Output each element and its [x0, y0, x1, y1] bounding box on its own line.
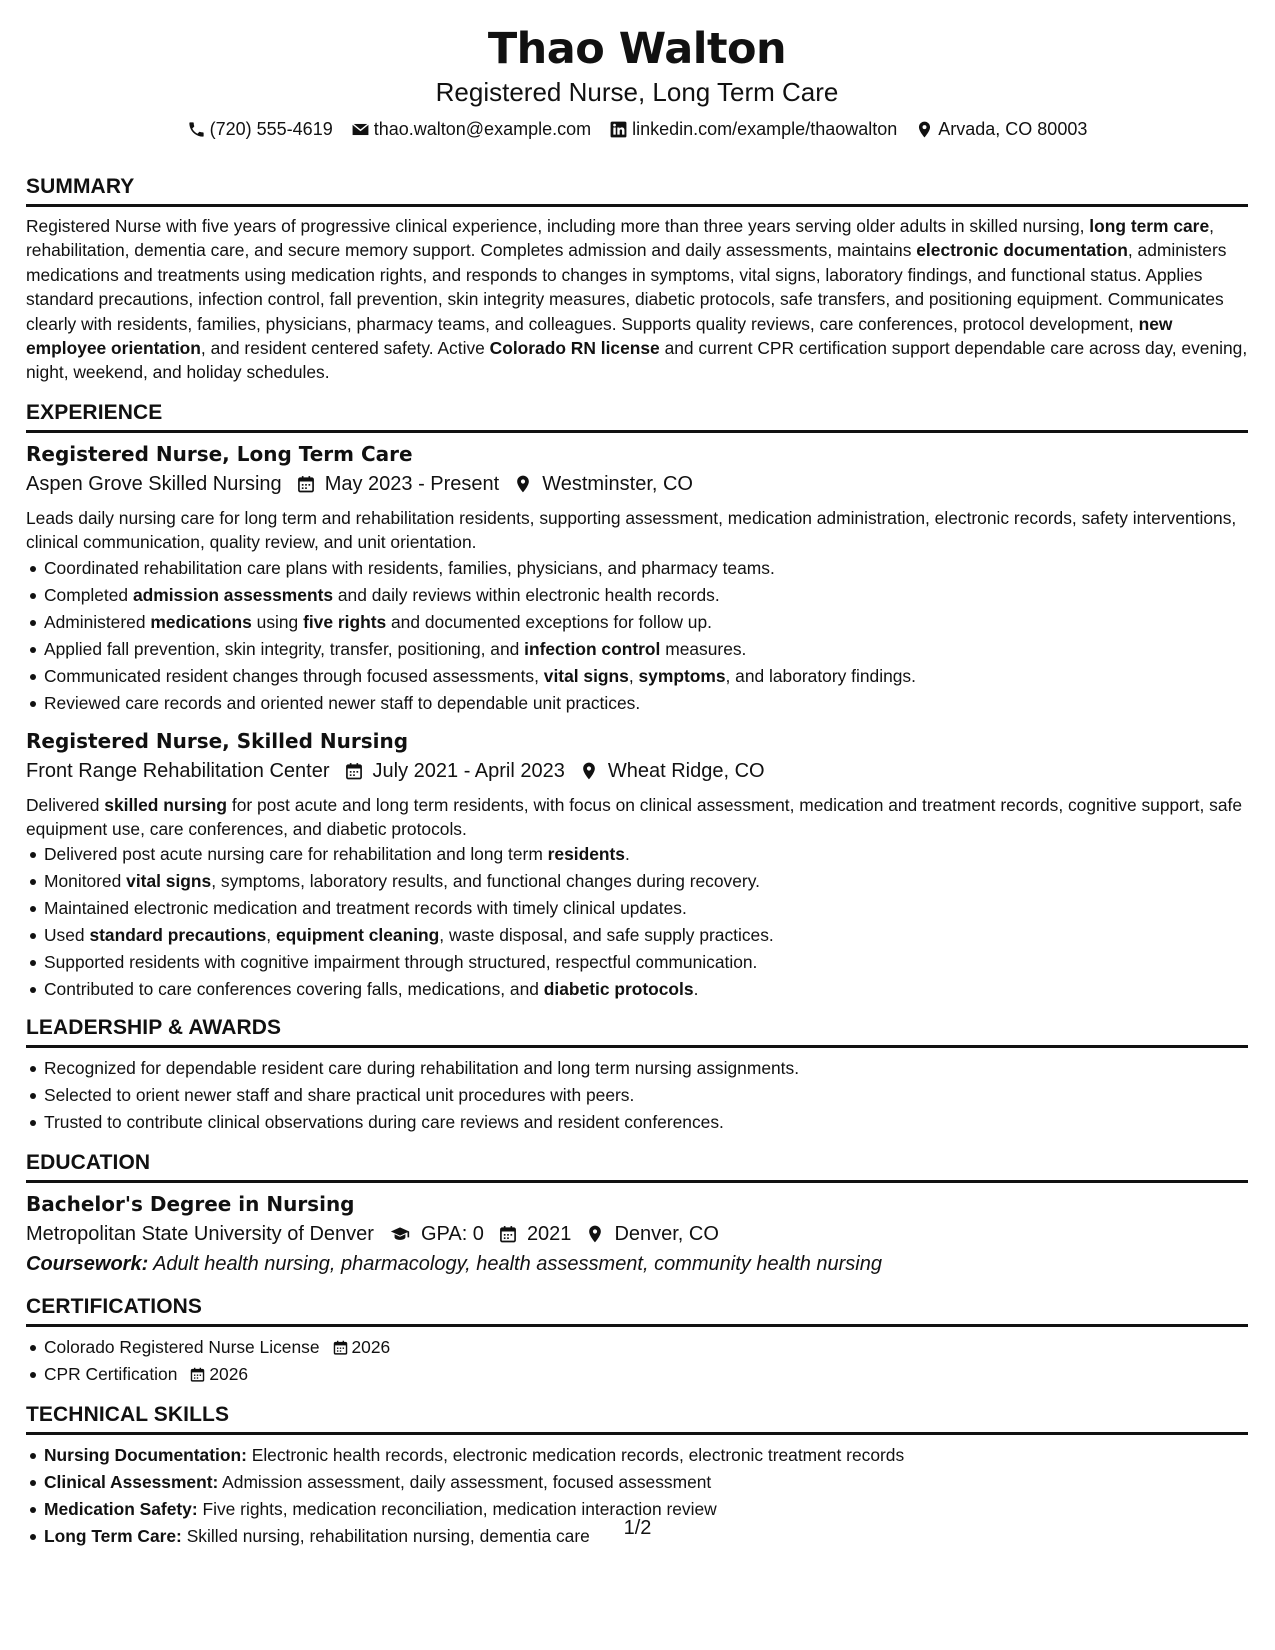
certification-row [44, 1361, 248, 1388]
text-run: Leads daily nursing care for long term and rehabilitation residents, supporting assessment, medication administration, electronic records, safety interventions, clinical communication, quality review, and unit orientation. [26, 507, 1237, 553]
text-run: Registered Nurse with five years of progressive clinical experience, including more than three years serving older adults in skilled nursing, [26, 216, 1090, 236]
bold-text: Colorado RN license [489, 338, 660, 359]
job-bullets [26, 555, 1248, 717]
job-bullet [44, 976, 1248, 1003]
text-run: Coordinated rehabilitation care plans with residents, families, physicians, and pharmacy teams. [44, 557, 775, 578]
text-run: and current CPR certification support dependable care across day, evening, night, weekend, and holiday schedules. [26, 338, 1248, 383]
experience-heading: EXPERIENCE [26, 400, 1248, 433]
job-description [26, 793, 1248, 842]
bold-text: standard precautions [89, 925, 267, 946]
page-number: 1/2 [623, 1517, 652, 1539]
job-description [26, 506, 1248, 555]
job-meta [26, 757, 1248, 785]
text-run: Supported residents with cognitive impairment through structured, respectful communication. [44, 952, 758, 973]
location-text: Arvada, CO 80003 [938, 119, 1088, 139]
leadership-list [26, 1055, 1248, 1136]
calendar-icon [296, 474, 316, 494]
bold-text: equipment cleaning [275, 925, 440, 946]
bold-text: skilled nursing [104, 794, 228, 815]
school-location [585, 1220, 718, 1248]
linkedin-icon [609, 120, 628, 139]
skill-value: Electronic health records, electronic medication records, electronic treatment records [246, 1445, 905, 1466]
job-bullet [44, 582, 1248, 609]
leadership-item: Selected to orient newer staff and share practical unit procedures with peers. [44, 1082, 1248, 1109]
certification-name: CPR Certification [44, 1364, 178, 1385]
text-run: . [624, 844, 630, 865]
skill-label: Nursing Documentation: [44, 1445, 247, 1466]
bold-text: infection control [524, 638, 661, 659]
bold-text: vital signs [543, 665, 629, 686]
job-location-text: Wheat Ridge, CO [607, 759, 765, 782]
bold-text: medications [150, 611, 252, 632]
text-run: Monitored [44, 871, 127, 892]
school-location-text: Denver, CO [614, 1223, 719, 1246]
map-pin-icon [579, 761, 599, 781]
map-pin-icon [513, 474, 533, 494]
job-entry [26, 727, 1248, 1004]
experience-section [26, 400, 1248, 1004]
calendar-icon [498, 1224, 518, 1244]
text-run: , symptoms, laboratory results, and functional changes during recovery. [211, 871, 760, 892]
leadership-section [26, 1015, 1248, 1136]
graduation-cap-icon [388, 1224, 412, 1244]
degree-title: Bachelor's Degree in Nursing [26, 1192, 355, 1217]
leadership-heading: LEADERSHIP & AWARDS [26, 1015, 1248, 1048]
skill-value: Five rights, medication reconciliation, medication interaction review [197, 1499, 717, 1520]
leadership-item: Trusted to contribute clinical observations during care reviews and resident conferences. [44, 1109, 1248, 1136]
job-bullet [44, 555, 1248, 582]
certification-name: Colorado Registered Nurse License [44, 1337, 320, 1358]
text-run: , waste disposal, and safe supply practices. [439, 925, 774, 946]
job-bullet [44, 922, 1248, 949]
gpa [388, 1220, 484, 1248]
skill-label: Medication Safety: [44, 1499, 198, 1520]
education-meta [26, 1220, 1248, 1248]
skills-heading: TECHNICAL SKILLS [26, 1402, 1248, 1435]
coursework [26, 1250, 1248, 1278]
calendar-icon [332, 1339, 349, 1356]
year-text: 2021 [526, 1223, 572, 1246]
text-run: Applied fall prevention, skin integrity, transfer, positioning, and [44, 638, 525, 659]
contact-phone[interactable] [187, 116, 333, 142]
resume-header [26, 0, 1248, 142]
text-run: and documented exceptions for follow up. [386, 611, 712, 632]
graduation-year [498, 1220, 572, 1248]
job-bullet [44, 690, 1248, 717]
gpa-text: GPA: 0 [420, 1223, 484, 1246]
resume-page [26, 0, 1248, 1550]
text-run: , [266, 925, 276, 946]
bold-text: vital signs [126, 871, 212, 892]
job-location [513, 470, 693, 498]
text-run: for post acute and long term residents, with focus on clinical assessment, medication and treatment records, cognitive support, safe equipment use, care conferences, and diabetic protocols. [26, 794, 1242, 840]
job-location [579, 757, 765, 785]
candidate-title: Registered Nurse, Long Term Care [435, 77, 839, 107]
skill-value: Admission assessment, daily assessment, focused assessment [218, 1472, 712, 1493]
school-name: Metropolitan State University of Denver [26, 1223, 374, 1246]
education-heading: EDUCATION [26, 1150, 1248, 1183]
contact-email[interactable] [351, 116, 591, 142]
job-bullet [44, 609, 1248, 636]
job-dates-text: May 2023 - Present [324, 472, 500, 495]
bold-text: symptoms [638, 665, 726, 686]
skill-item [44, 1469, 1248, 1496]
skill-item [44, 1442, 1248, 1469]
calendar-icon [344, 761, 364, 781]
job-bullets [26, 841, 1248, 1003]
job-employer: Front Range Rehabilitation Center [26, 759, 330, 782]
certification-year: 2026 [351, 1337, 391, 1358]
text-run: measures. [660, 638, 747, 659]
text-run: Completed [44, 584, 133, 605]
contact-linkedin[interactable] [609, 116, 897, 142]
text-run: , rehabilitation, dementia care, and secure memory support. Completes admission and daily assessments, maintains [26, 216, 1214, 261]
job-dates [344, 757, 565, 785]
job-location-text: Westminster, CO [542, 472, 693, 495]
job-dates-text: July 2021 - April 2023 [372, 759, 565, 782]
phone-icon [187, 120, 206, 139]
job-bullet [44, 949, 1248, 976]
coursework-text: Adult health nursing, pharmacology, health assessment, community health nursing [153, 1253, 882, 1276]
certification-item [44, 1334, 1248, 1361]
bold-text: admission assessments [132, 584, 334, 605]
contact-line [26, 116, 1248, 142]
certifications-list [26, 1334, 1248, 1388]
bold-text: diabetic protocols [543, 979, 694, 1000]
calendar-icon [189, 1366, 206, 1383]
job-entry [26, 440, 1248, 717]
bold-text: long term care [1089, 216, 1210, 236]
candidate-name: Thao Walton [487, 24, 787, 74]
certifications-section [26, 1294, 1248, 1388]
job-title: Registered Nurse, Long Term Care [26, 441, 413, 466]
skill-label: Clinical Assessment: [44, 1472, 219, 1493]
contact-location [915, 116, 1087, 142]
skill-label: Long Term Care: [44, 1526, 182, 1547]
text-run: Reviewed care records and oriented newer staff to dependable unit practices. [44, 692, 641, 713]
map-pin-icon [585, 1224, 605, 1244]
envelope-icon [351, 120, 370, 139]
email-text: thao.walton@example.com [373, 119, 592, 139]
text-run: Administered [44, 611, 151, 632]
job-bullet [44, 636, 1248, 663]
job-bullet [44, 663, 1248, 690]
job-bullet [44, 841, 1248, 868]
skill-value: Skilled nursing, rehabilitation nursing, dementia care [181, 1526, 590, 1547]
bold-text: electronic documentation [916, 240, 1128, 261]
job-bullet [44, 868, 1248, 895]
phone-text: (720) 555-4619 [209, 119, 333, 139]
job-title: Registered Nurse, Skilled Nursing [26, 728, 409, 753]
job-employer: Aspen Grove Skilled Nursing [26, 472, 282, 495]
certification-year: 2026 [209, 1364, 249, 1385]
bold-text: new employee orientation [26, 313, 1173, 359]
text-run: Delivered [26, 794, 105, 815]
job-dates [296, 470, 500, 498]
text-run: , administers medications and treatments using medication rights, and responds to changes in symptoms, vital signs, laboratory findings, and functional status. Applies standard precautions, infection control, fall prevention, skin integrity measures, diabetic protocols, safe transfers, and positioning equipment. Communicates clearly with residents, families, physicians, pharmacy teams, and colleagues. Supports quality reviews, care conferences, protocol development, [26, 240, 1227, 334]
certifications-heading: CERTIFICATIONS [26, 1294, 1248, 1327]
text-run: . [693, 979, 699, 1000]
summary-heading: SUMMARY [26, 174, 1248, 207]
job-meta [26, 470, 1248, 498]
text-run: , and resident centered safety. Active [200, 338, 490, 359]
coursework-label: Coursework: [26, 1253, 149, 1276]
map-pin-icon [915, 120, 934, 139]
certification-row [44, 1334, 390, 1361]
text-run: and daily reviews within electronic health records. [333, 584, 720, 605]
bold-text: residents [547, 844, 625, 865]
education-section [26, 1150, 1248, 1278]
certification-item [44, 1361, 1248, 1388]
job-bullet [44, 895, 1248, 922]
text-run: Used [44, 925, 90, 946]
linkedin-text: linkedin.com/example/thaowalton [632, 119, 898, 139]
bold-text: five rights [303, 611, 387, 632]
text-run: using [251, 611, 304, 632]
leadership-item: Recognized for dependable resident care during rehabilitation and long term nursing assignments. [44, 1055, 1248, 1082]
summary-section [26, 174, 1248, 385]
text-run: Delivered post acute nursing care for rehabilitation and long term [44, 844, 548, 865]
text-run: , [628, 665, 639, 686]
text-run: , and laboratory findings. [725, 665, 916, 686]
summary-paragraph [26, 214, 1248, 385]
text-run: Maintained electronic medication and treatment records with timely clinical updates. [44, 898, 687, 919]
text-run: Communicated resident changes through focused assessments, [44, 665, 544, 686]
text-run: Contributed to care conferences covering falls, medications, and [44, 979, 544, 1000]
